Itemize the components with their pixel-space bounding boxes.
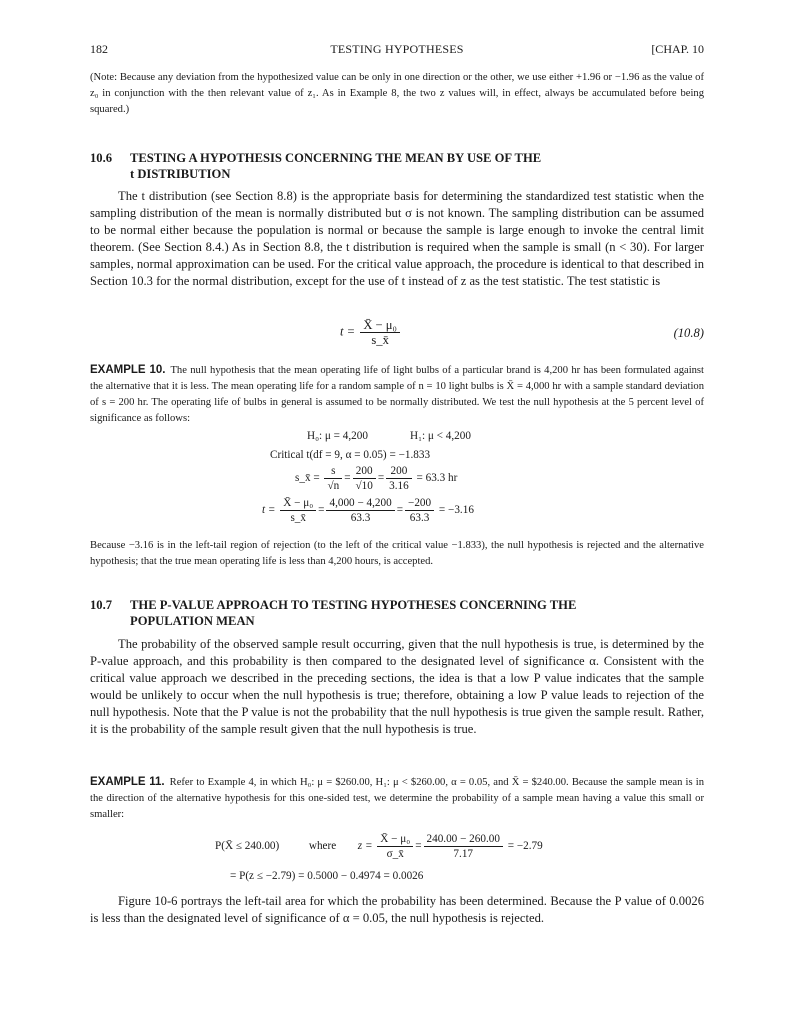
- se-num-3: 200: [386, 464, 412, 479]
- se-num-1: s: [324, 464, 342, 479]
- t-den-2: 63.3: [350, 512, 371, 524]
- se-frac-3: [386, 464, 412, 493]
- section-10-6-heading: [90, 150, 704, 182]
- z-num-2: 240.00 − 260.00: [424, 832, 503, 847]
- section-10-7-paragraph: [90, 636, 704, 738]
- eq-fraction: [360, 318, 400, 347]
- eq-numerator: X̄ − μ₀: [360, 318, 400, 333]
- hypothesis-null: H₀: μ = 4,200: [307, 430, 368, 442]
- example-label: EXAMPLE 10.: [90, 364, 166, 376]
- p-value-result: = P(z ≤ −2.79) = 0.5000 − 0.4974 = 0.0026: [230, 870, 424, 882]
- t-den-3: 63.3: [409, 512, 430, 524]
- se-den-3: 3.16: [389, 480, 409, 492]
- t-result: = −3.16: [438, 504, 474, 517]
- paragraph-text: The probability of the observed sample result occurring, given that the null hypothesis is true, is determined by the P-value approach, and this probability is then compared to the designated level of significance α. Consistent with the critical value approach we described in the preceding sections, the idea is that a low P value indicates that the sample would be unlikely to occur when the null hypothesis is true; therefore, obtaining a low P value leads to rejection of the null hypothesis. Note that the P value is not the probability that the null hypothesis is true given the sample result. Rather, it is the probability of the sample result given that the null hypothesis is true.: [90, 637, 704, 736]
- z-num-1: X̄ − μ₀: [377, 832, 413, 847]
- chapter-label: [CHAP. 10: [651, 42, 704, 56]
- page-number: 182: [90, 42, 108, 56]
- running-header: [90, 42, 704, 58]
- z-score-eq: P(X̄ ≤ 240.00) where z = $\frac{\text{X̄ − μ₀}}{\sigma\_x̄}$ = $\frac{240.00 - 260.00}{7.17}$ = −2.79: [215, 833, 543, 860]
- se-num-2: 200: [353, 464, 376, 479]
- t-num-2: 4,000 − 4,200: [326, 496, 394, 511]
- se-frac-2: [353, 464, 376, 493]
- se-den-1: √n: [327, 480, 340, 492]
- section-title-line2: t DISTRIBUTION: [130, 167, 231, 181]
- z-den-2: 7.17: [453, 848, 473, 860]
- t-num-3: −200: [405, 496, 434, 511]
- section-number: 10.7: [90, 598, 113, 612]
- section-number: 10.6: [90, 151, 113, 165]
- z-lhs: z =: [357, 840, 373, 853]
- t-frac-3: [405, 496, 434, 525]
- t-statistic-eq: t = $\frac{\text{X̄ − μ₀}}{s\_x̄}$ = $\frac{4,000 - 4,200}{63.3}$ = $\frac{-200}{63.3}$ = −3.16: [262, 497, 474, 524]
- t-num-1: X̄ − μ₀: [280, 496, 316, 511]
- p-lhs: P(X̄ ≤ 240.00): [215, 840, 280, 853]
- t-frac-2: [326, 496, 394, 525]
- t-lhs: t =: [262, 504, 276, 517]
- section-title-line1: THE P-VALUE APPROACH TO TESTING HYPOTHESES CONCERNING THE: [130, 598, 577, 612]
- se-frac-1: [324, 464, 342, 493]
- se-result: = 63.3 hr: [416, 472, 458, 485]
- example-text: The null hypothesis that the mean operating life of light bulbs of a particular brand is 4,200 hr has been formulated against the alternative that it is less. The mean operating life for a random sample of n = 10 light bulbs is X̄ = 4,000 hr with a sample standard deviation of s = 200 hr. The operating life of bulbs in general is assumed to be normally distributed. We test the null hypothesis at the 5 percent level of significance as follows:: [90, 365, 705, 424]
- eq-denominator: s_x̄: [371, 333, 389, 347]
- se-lhs: s_x̄ =: [295, 472, 320, 485]
- example-11: [90, 774, 704, 823]
- paragraph-text: Figure 10-6 portrays the left-tail area for which the probability has been determined. Because the P value of 0.0026 is less than the designated level of significance of α = 0.05, the null hypothesis is rejected.: [90, 894, 704, 925]
- paragraph-text: The t distribution (see Section 8.8) is the appropriate basis for determining the standardized test statistic when the sampling distribution of the mean is normally distributed but σ is not known. The sampling distribution can be assumed to be normal either because the population is normal or because the sample is large enough to invoke the central limit theorem. (See Section 8.4.) As in Section 8.8, the t distribution is required when the sample is small (n < 30). For larger samples, normal approximation can be used. For the critical value approach, the procedure is identical to that described in Section 10.3 for the normal distribution, except for the use of t instead of z as the test statistic. The test statistic is: [90, 189, 704, 288]
- z-frac-2: [424, 832, 503, 861]
- hypothesis-alt: H₁: μ < 4,200: [410, 430, 471, 442]
- z-result: = −2.79: [507, 840, 543, 853]
- section-title-line1: TESTING A HYPOTHESIS CONCERNING THE MEAN BY USE OF THE: [130, 151, 542, 165]
- se-den-2: √10: [355, 480, 373, 492]
- example-10-conclusion: Because −3.16 is in the left-tail region of rejection (to the left of the critical value −1.833), the null hypothesis is rejected and the alternative hypothesis; that the true mean operating life is less than 4,200 hours, is accepted.: [90, 540, 704, 567]
- where-word: where: [308, 840, 337, 853]
- equation-10-8: [340, 318, 402, 347]
- section-10-7-heading: [90, 597, 704, 629]
- example-11-closing: [90, 893, 704, 927]
- t-frac-1: [280, 496, 316, 525]
- section-title-line2: POPULATION MEAN: [130, 614, 255, 628]
- t-den-1: s_x̄: [290, 512, 306, 524]
- critical-value: Critical t(df = 9, α = 0.05) = −1.833: [270, 449, 431, 461]
- example-10: [90, 362, 704, 427]
- equation-number: (10.8): [673, 326, 704, 340]
- example-text: Refer to Example 4, in which H₀: μ = $260.00, H₁: μ < $260.00, α = 0.05, and X̄ = $240.00. Because the sample mean is in the direction of the alternative hypothesis for this one-sided test, we determine the probability of a sample mean having a value this small or smaller:: [90, 777, 705, 820]
- eq-lhs: t =: [340, 324, 356, 339]
- section-10-6-paragraph: [90, 188, 704, 290]
- standard-error-eq: s_x̄ = $\frac{s}{√n}$ = $\frac{200}{√10}$ = $\frac{200}{3.16}$ = 63.3 hr: [295, 465, 458, 492]
- z-frac-1: [377, 832, 413, 861]
- running-title: TESTING HYPOTHESES: [330, 42, 464, 56]
- note-paragraph: (Note: Because any deviation from the hypothesized value can be only in one direction or the other, we use either +1.96 or −1.96 as the value of z₀ in conjunction with the then relevant value of z₁. As in Example 8, the two z values will, in effect, always be accumulated before being squared.): [90, 72, 704, 115]
- z-den-1: σ_x̄: [386, 848, 404, 860]
- example-label: EXAMPLE 11.: [90, 776, 165, 788]
